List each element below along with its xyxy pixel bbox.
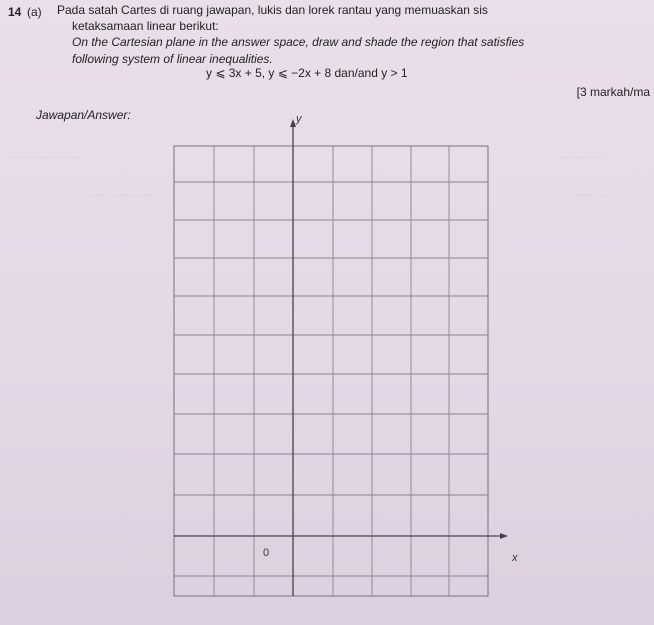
question-number: 14 [8, 5, 22, 19]
grid-border [174, 146, 488, 596]
origin-label: 0 [263, 547, 270, 559]
question-text-malay-line-1: Pada satah Cartes di ruang jawapan, lukis dan lorek rantau yang memuaskan sis [57, 3, 488, 17]
question-part: (a) [27, 5, 42, 19]
bleed-through-text: ······ ········ ······ [90, 190, 155, 200]
x-axis-arrow-icon [500, 533, 508, 539]
cartesian-grid[interactable] [150, 110, 530, 605]
inequalities-expression: y ⩽ 3x + 5, y ⩽ −2x + 8 dan/and y > 1 [206, 66, 408, 80]
bleed-through-text: ······ ····· [575, 190, 611, 200]
marks-label: [3 markah/ma [576, 85, 650, 99]
question-text-english-line-1: On the Cartesian plane in the answer space, draw and shade the region that satisfies [72, 35, 525, 49]
y-axis-label: y [296, 113, 302, 125]
vertical-grid-lines [214, 146, 449, 596]
bleed-through-text: ···· ········ ······ ··· [10, 152, 81, 162]
bleed-through-text: ········ ····· [560, 152, 602, 162]
answer-label: Jawapan/Answer: [36, 108, 131, 122]
horizontal-grid-lines [174, 182, 488, 576]
x-axis-label: x [512, 552, 518, 564]
question-text-english-line-2: following system of linear inequalities. [72, 52, 273, 66]
question-text-malay-line-2: ketaksamaan linear berikut: [72, 19, 219, 33]
